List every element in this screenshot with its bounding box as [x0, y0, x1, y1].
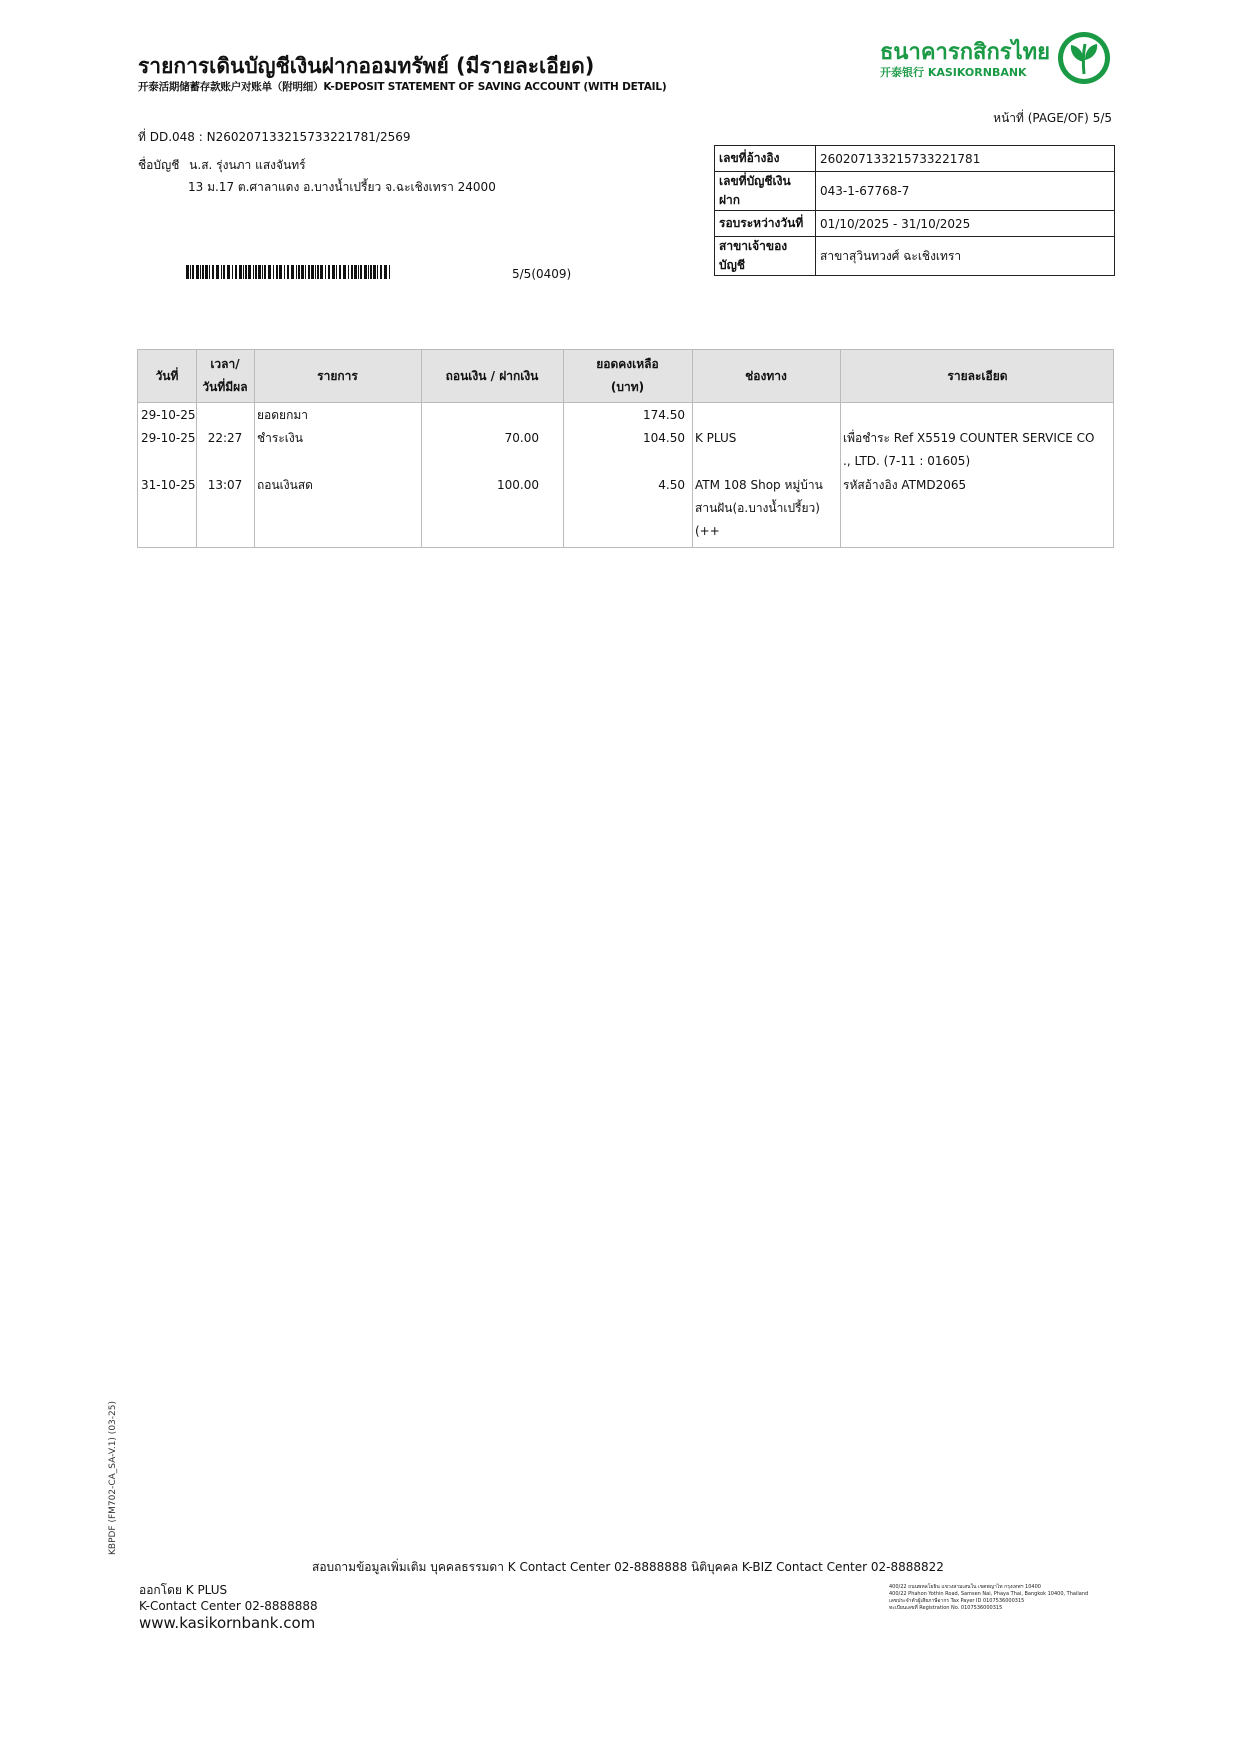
form-code: KBPDF (FM702-CA_SA-V.1) (03-25): [108, 1401, 118, 1555]
fineprint-line: ทะเบียนเลขที่ Registration No. 0107536000315: [889, 1605, 1003, 1611]
info-row: [715, 172, 1115, 211]
row3-item: ถอนเงินสด: [257, 478, 313, 492]
account-name: น.ส. รุ่งนภา แสงจันทร์: [189, 158, 306, 172]
row3-channel-line2: สานฝัน(อ.บางน้ำเปรี้ยว): [695, 501, 820, 515]
info-row: [715, 237, 1115, 276]
row2-detail: เพื่อชำระ Ref X5519 COUNTER SERVICE CO: [843, 431, 1095, 445]
info-row: [715, 211, 1115, 237]
issued-by-text: ออกโดย K PLUS: [139, 1583, 228, 1597]
k-contact-number: K-Contact Center 02-8888888: [139, 1599, 318, 1613]
page-indicator: [980, 109, 1112, 128]
fineprint-line: 400/22 Phahon Yothin Road, Samsen Nai, Phaya Thai, Bangkok 10400, Thailand: [889, 1591, 1089, 1597]
kasikornbank-logo-icon: [1056, 30, 1112, 86]
row3-detail: รหัสอ้างอิง ATMD2065: [843, 478, 967, 492]
row3-time: 13:07: [207, 478, 243, 492]
account-label: ชื่อบัญชี: [138, 158, 180, 172]
statement-title: รายการเดินบัญชีเงินฝากออมทรัพย์ (มีรายละเอียด): [138, 54, 595, 78]
row2-balance: 104.50: [643, 431, 685, 445]
barcode-icon: [186, 265, 390, 279]
info-value: 260207133215733221781: [816, 146, 1115, 172]
row2-item: ชำระเงิน: [257, 431, 303, 445]
info-row: [715, 146, 1115, 172]
header-channel: ช่องทาง: [745, 368, 787, 383]
account-info-table: [714, 145, 1115, 276]
header-date: วันที่: [155, 368, 179, 383]
info-value: สาขาสุวินทวงศ์ ฉะเชิงเทรา: [816, 237, 1115, 276]
account-address: 13 ม.17 ต.ศาลาแดง อ.บางน้ำเปรี้ยว จ.ฉะเชิงเทรา 24000: [188, 180, 496, 194]
row2-detail-line2: ., LTD. (7-11 : 01605): [843, 454, 971, 468]
fineprint-line: เลขประจำตัวผู้เสียภาษีอากร Tax Payer ID 0107536000315: [889, 1598, 1025, 1604]
barcode-text: 5/5(0409): [512, 267, 572, 281]
row2-date: 29-10-25: [141, 431, 196, 445]
row2-amount: 70.00: [504, 431, 539, 445]
bank-website: www.kasikornbank.com: [139, 1614, 316, 1632]
issued-by: [139, 1582, 318, 1614]
row3-balance: 4.50: [658, 478, 685, 492]
statement-subtitle: 开泰活期储蓄存款账户对账单（附明细）K-DEPOSIT STATEMENT OF SAVING ACCOUNT (WITH DETAIL): [138, 81, 667, 93]
row3-date: 31-10-25: [141, 478, 196, 492]
row3-channel-line3: (++: [695, 524, 720, 538]
row1-balance: 174.50: [643, 408, 685, 422]
account-holder: [138, 156, 306, 175]
row1-date: 29-10-25: [141, 408, 196, 422]
bank-name-th: ธนาคารกสิกรไทย: [880, 40, 1051, 65]
info-label: เลขที่บัญชีเงินฝาก: [715, 172, 816, 211]
bank-name-en: 开泰银行 KASIKORNBANK: [880, 66, 1027, 79]
info-value: 01/10/2025 - 31/10/2025: [816, 211, 1115, 237]
row2-time: 22:27: [207, 431, 243, 445]
info-label: รอบระหว่างวันที่: [715, 211, 816, 237]
info-label: เลขที่อ้างอิง: [715, 146, 816, 172]
fineprint-line: 400/22 ถนนพหลโยธิน แขวงสามเสนใน เขตพญาไท กรุงเทพฯ 10400: [889, 1584, 1041, 1590]
transaction-table: [137, 349, 1114, 548]
header-item: รายการ: [317, 368, 358, 383]
info-value: 043-1-67768-7: [816, 172, 1115, 211]
row1-item: ยอดยกมา: [257, 408, 308, 422]
row3-channel: ATM 108 Shop หมู่บ้าน: [695, 478, 823, 492]
bank-address-fineprint: [889, 1584, 1119, 1612]
header-time: เวลา/ วันที่มีผล: [202, 357, 248, 394]
page-value: 5/5: [1092, 111, 1112, 125]
contact-info: สอบถามข้อมูลเพิ่มเติม บุคคลธรรมดา K Contact Center 02-8888888 นิติบุคคล K-BIZ Contact Center 02-8888822: [312, 1560, 944, 1574]
row3-amount: 100.00: [497, 478, 539, 492]
header-balance: ยอดคงเหลือ (บาท): [596, 357, 659, 394]
info-label: สาขาเจ้าของบัญชี: [715, 237, 816, 276]
header-detail: รายละเอียด: [947, 368, 1008, 383]
page-label: หน้าที่ (PAGE/OF): [993, 111, 1089, 125]
reference-number: ที่ DD.048 : N260207133215733221781/2569: [138, 130, 411, 144]
header-amount: ถอนเงิน / ฝากเงิน: [445, 368, 539, 383]
row2-channel: K PLUS: [695, 431, 737, 445]
